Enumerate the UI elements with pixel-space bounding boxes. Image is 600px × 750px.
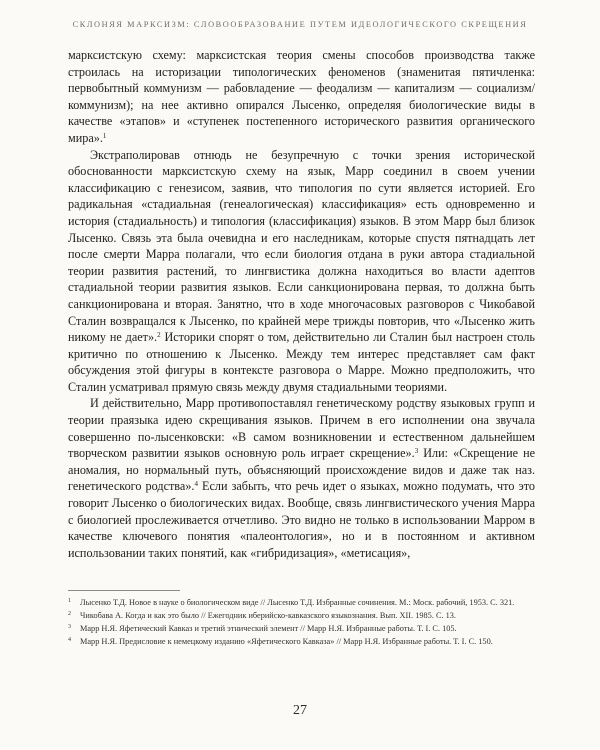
footnote-number: 4	[68, 637, 71, 644]
footnote-number: 1	[68, 598, 71, 604]
footnote-number: 3	[68, 624, 71, 631]
footnote-text: Марр Н.Я. Яфетический Кавказ и третий этнический элемент // Марр Н.Я. Избранные работы. Т. I. С. 105.	[80, 624, 457, 634]
paragraph-text: Историки спорят о том, действительно ли Сталин был настроен столь критично по отношению к Лысенко. Между тем интерес представляет сам факт обсуждения этой фигуры в контексте разговора о Марре. Можно предположить, что Сталин усматривал прямую связь между двумя стадиальными теориями.	[68, 330, 535, 394]
paragraph	[68, 147, 535, 396]
paragraph	[68, 47, 535, 147]
paragraph-text: Или: «Скрещение не аномалия, но нормальный путь, объясняющий происхождение видов и даже так наз. генетического родства».	[68, 446, 536, 494]
footnote-number: 2	[68, 611, 71, 618]
footnote	[68, 597, 535, 609]
footnote-ref: 3	[414, 447, 419, 456]
page-number: 27	[293, 703, 307, 718]
footnotes	[68, 590, 535, 649]
footnote	[68, 623, 535, 635]
footnote-ref: 1	[102, 131, 107, 140]
paragraph-text: И действительно, Марр противопоставлял генетическому родству языковых групп и теории праязыка идею скрещивания языков. Причем в его исполнении она звучала совершенно по-лысенковски: «В самом возникновении и естественном дальнейшем творческом развитии языков основную роль играет скрещение».	[68, 396, 535, 461]
footnote-text: Лысенко Т.Д. Новое в науке о биологическом виде // Лысенко Т.Д. Избранные сочинения. М.: Моск. рабочий, 1953. С. 321.	[80, 598, 515, 607]
footnote-text: Марр Н.Я. Предисловие к немецкому изданию «Яфетического Кавказа» // Марр Н.Я. Избранные работы. Т. I. С. 150.	[80, 637, 493, 647]
footnote	[68, 610, 535, 622]
footnote	[68, 636, 535, 648]
footnote-divider	[68, 590, 180, 591]
paragraph-text: Если забыть, что речь идет о языках, можно подумать, что это говорит Лысенко о биологических видах. Вообще, связь лингвистического учения Марра с биологией прослеживается отчетливо. Это видно не только в использовании Марром в качестве ключевого понятия «палеонтология», но и в постоянном и активном использовании таких понятий, как «гибридизация», «метисация»,	[68, 479, 535, 560]
body-text	[68, 47, 535, 561]
running-head: СКЛОНЯЯ МАРКСИЗМ: СЛОВООБРАЗОВАНИЕ ПУТЕМ ИДЕОЛОГИЧЕСКОГО СКРЕЩЕНИЯ	[72, 20, 528, 29]
paragraph	[68, 395, 535, 561]
paragraph-text: Экстраполировав отнюдь не безупречную с точки зрения исторической обоснованности марксистскую схему на язык, Марр соединил в своем учении классификацию с генезисом, заявив, что типология по сути является историей. Его радикальная «стадиальная (генеалогическая) классификация» есть одновременно и история (стадиальность) и типология (классификация) языков. В этом Марр был близок Лысенко. Связь эта была очевидна и его наследникам, которые спустя пятнадцать лет после смерти Марра полагали, что если биология отдана в руки автора стадиальной теории развития растений, то лингвистика должна находиться во власти адептов стадиальной теории развития языков. Если санкционирована первая, то должна быть санкционирована и вторая. Занятно, что в ходе многочасовых разговоров с Чикобавой Сталин возвращался к Лысенко, по крайней мере трижды повторив, что «Лысенко жить никому не дает».	[68, 147, 535, 345]
footnote-text: Чикобава А. Когда и как это было // Ежегодник иберийско-кавказского языкознания. Вып. XII. 1985. С. 13.	[80, 611, 456, 621]
footnote-ref: 2	[157, 331, 161, 340]
paragraph-text: марксистскую схему: марксистская теория смены способов производства также строилась на историзации типологических феноменов (знаменитая пятичленка: первобытный коммунизм — рабовладение — феодализм — капитализм — социализм/коммунизм); на нее активно опирался Лысенко, определяя биологические виды в качестве «этапов» и «ступенек постепенного исторического развития органического мира».	[68, 48, 535, 145]
footnote-ref: 4	[194, 480, 198, 489]
